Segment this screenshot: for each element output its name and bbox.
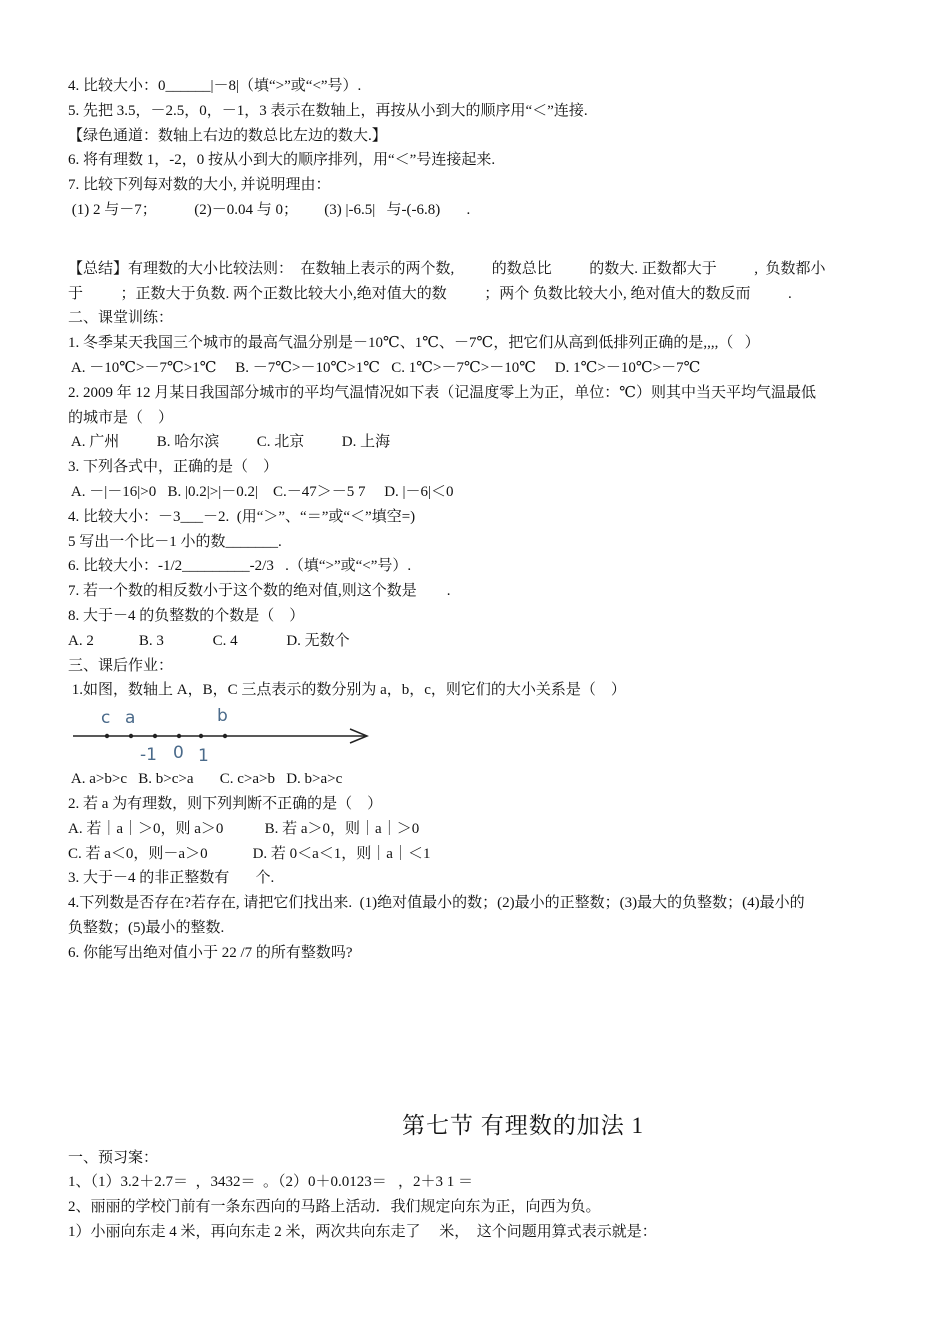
text-line: 2. 2009 年 12 月某日我国部分城市的平均气温情况如下表（记温度零上为正，单位：℃）则其中当天平均气温最低 [68, 384, 817, 401]
tick-dot [177, 734, 181, 738]
text-line: 4. 比较大小：－3___－2. (用“＞”、“＝”或“＜”填空=) [68, 508, 416, 525]
text-line: 6. 你能写出绝对值小于 22 /7 的所有整数吗? [68, 944, 353, 961]
text-line: 4. 比较大小：0______|－8|（填“>”或“<”号）. [68, 78, 362, 94]
text-line: 1.如图，数轴上 A，B，C 三点表示的数分别为 a，b，c，则它们的大小关系是（ ） [68, 682, 626, 699]
text-line: A. a>b>c B. b>c>a C. c>a>b D. b>a>c [68, 771, 343, 788]
text-line: 5. 先把 3.5，－2.5，0，－1，3 表示在数轴上，再按从小到大的顺序用“＜”连接. [68, 102, 588, 119]
text-line: A. －|－16|>0 B. |0.2|>|－0.2| C.－47＞－5 7 D. |－6|＜0 [68, 483, 454, 500]
text-line: 3. 大于－4 的非正整数有 个. [68, 870, 275, 887]
blank-space [68, 966, 888, 1106]
section-heading: 一、预习案： [68, 1149, 159, 1166]
text-line: 8. 大于－4 的负整数的个数是（ ） [68, 607, 305, 624]
summary-section [68, 257, 888, 307]
point-b [223, 734, 227, 738]
text-line: 6. 比较大小：-1/2_________-2/3 .（填“>”或“<”号）. [68, 558, 412, 575]
point-a [129, 734, 133, 738]
text-line: 6. 将有理数 1，-2，0 按从小到大的顺序排列，用“＜”号连接起来. [68, 152, 496, 169]
tick-dot [153, 734, 157, 738]
text-line: 1. 冬季某天我国三个城市的最高气温分别是－10℃、1℃、－7℃，把它们从高到低排列正确的是,,,,（ ） [68, 335, 760, 352]
label-b: b [217, 706, 228, 727]
text-line: A. 2 B. 3 C. 4 D. 无数个 [68, 632, 350, 649]
text-line: (1) 2 与－7； (2)－0.04 与 0； (3) |-6.5| 与-(-6.8) . [68, 201, 471, 218]
label-a: a [125, 708, 136, 729]
homework-section [68, 654, 888, 966]
section-heading: 三、课后作业： [68, 657, 174, 674]
text-line: C. 若 a＜0，则－a＞0 D. 若 0＜a＜1，则｜a｜＜1 [68, 845, 431, 862]
classwork-section [68, 306, 888, 653]
text-line: 7. 比较下列每对数的大小, 并说明理由： [68, 177, 331, 194]
text-line: 1、（1）3.2＋2.7＝ ，3432＝ 。（2）0＋0.0123＝ ，2＋3 1 ＝ [68, 1174, 474, 1191]
section-7 [68, 1106, 888, 1245]
tick-label-zero: 0 [173, 743, 184, 764]
blank-space [68, 223, 888, 257]
tick-dot [199, 734, 203, 738]
text-line: 【绿色通道：数轴上右边的数总比左边的数大.】 [68, 127, 387, 144]
section-heading: 二、课堂训练： [68, 310, 174, 327]
section-title: 第七节 有理数的加法 1 [402, 1112, 644, 1138]
preview-section [68, 74, 888, 223]
text-line: A. －10℃>－7℃>1℃ B. －7℃>－10℃>1℃ C. 1℃>－7℃>－10℃ D. 1℃>－10℃>－7℃ [68, 359, 701, 376]
text-line: 1）小丽向东走 4 米，再向东走 2 米，两次共向东走了 米， 这个问题用算式表示就是： [68, 1223, 657, 1240]
text-line: 5 写出一个比－1 小的数_______. [68, 533, 282, 550]
text-line: 3. 下列各式中，正确的是（ ） [68, 459, 279, 476]
text-line: 的城市是（ ） [68, 409, 174, 426]
number-line-figure [70, 703, 400, 767]
text-line: 2、丽丽的学校门前有一条东西向的马路上活动．我们规定向东为正，向西为负。 [68, 1199, 601, 1216]
text-line: 7. 若一个数的相反数小于这个数的绝对值,则这个数是 . [68, 583, 451, 600]
tick-label-one: 1 [198, 746, 209, 767]
text-line: A. 若｜a｜＞0，则 a＞0 B. 若 a＞0，则｜a｜＞0 [68, 820, 420, 837]
text-line: 【总结】有理数的大小比较法则： 在数轴上表示的两个数, 的数总比 的数大. 正数都大于 , 负数都小 [68, 260, 826, 277]
text-line: 于 ；正数大于负数. 两个正数比较大小,绝对值大的数 ；两个 负数比较大小, 绝对值大的数反而 . [68, 285, 792, 302]
document-page [68, 74, 888, 1245]
text-line: A. 广州 B. 哈尔滨 C. 北京 D. 上海 [68, 434, 391, 451]
text-line: 负整数；(5)最小的整数. [68, 919, 225, 936]
tick-label-minus-one: -1 [140, 745, 157, 766]
point-c [105, 734, 109, 738]
label-c: c [101, 708, 111, 729]
number-line-svg [70, 703, 390, 767]
text-line: 4.下列数是否存在?若存在, 请把它们找出来. (1)绝对值最小的数；(2)最小的正整数；(3)最大的负整数；(4)最小的 [68, 895, 805, 912]
text-line: 2. 若 a 为有理数，则下列判断不正确的是（ ） [68, 795, 383, 812]
